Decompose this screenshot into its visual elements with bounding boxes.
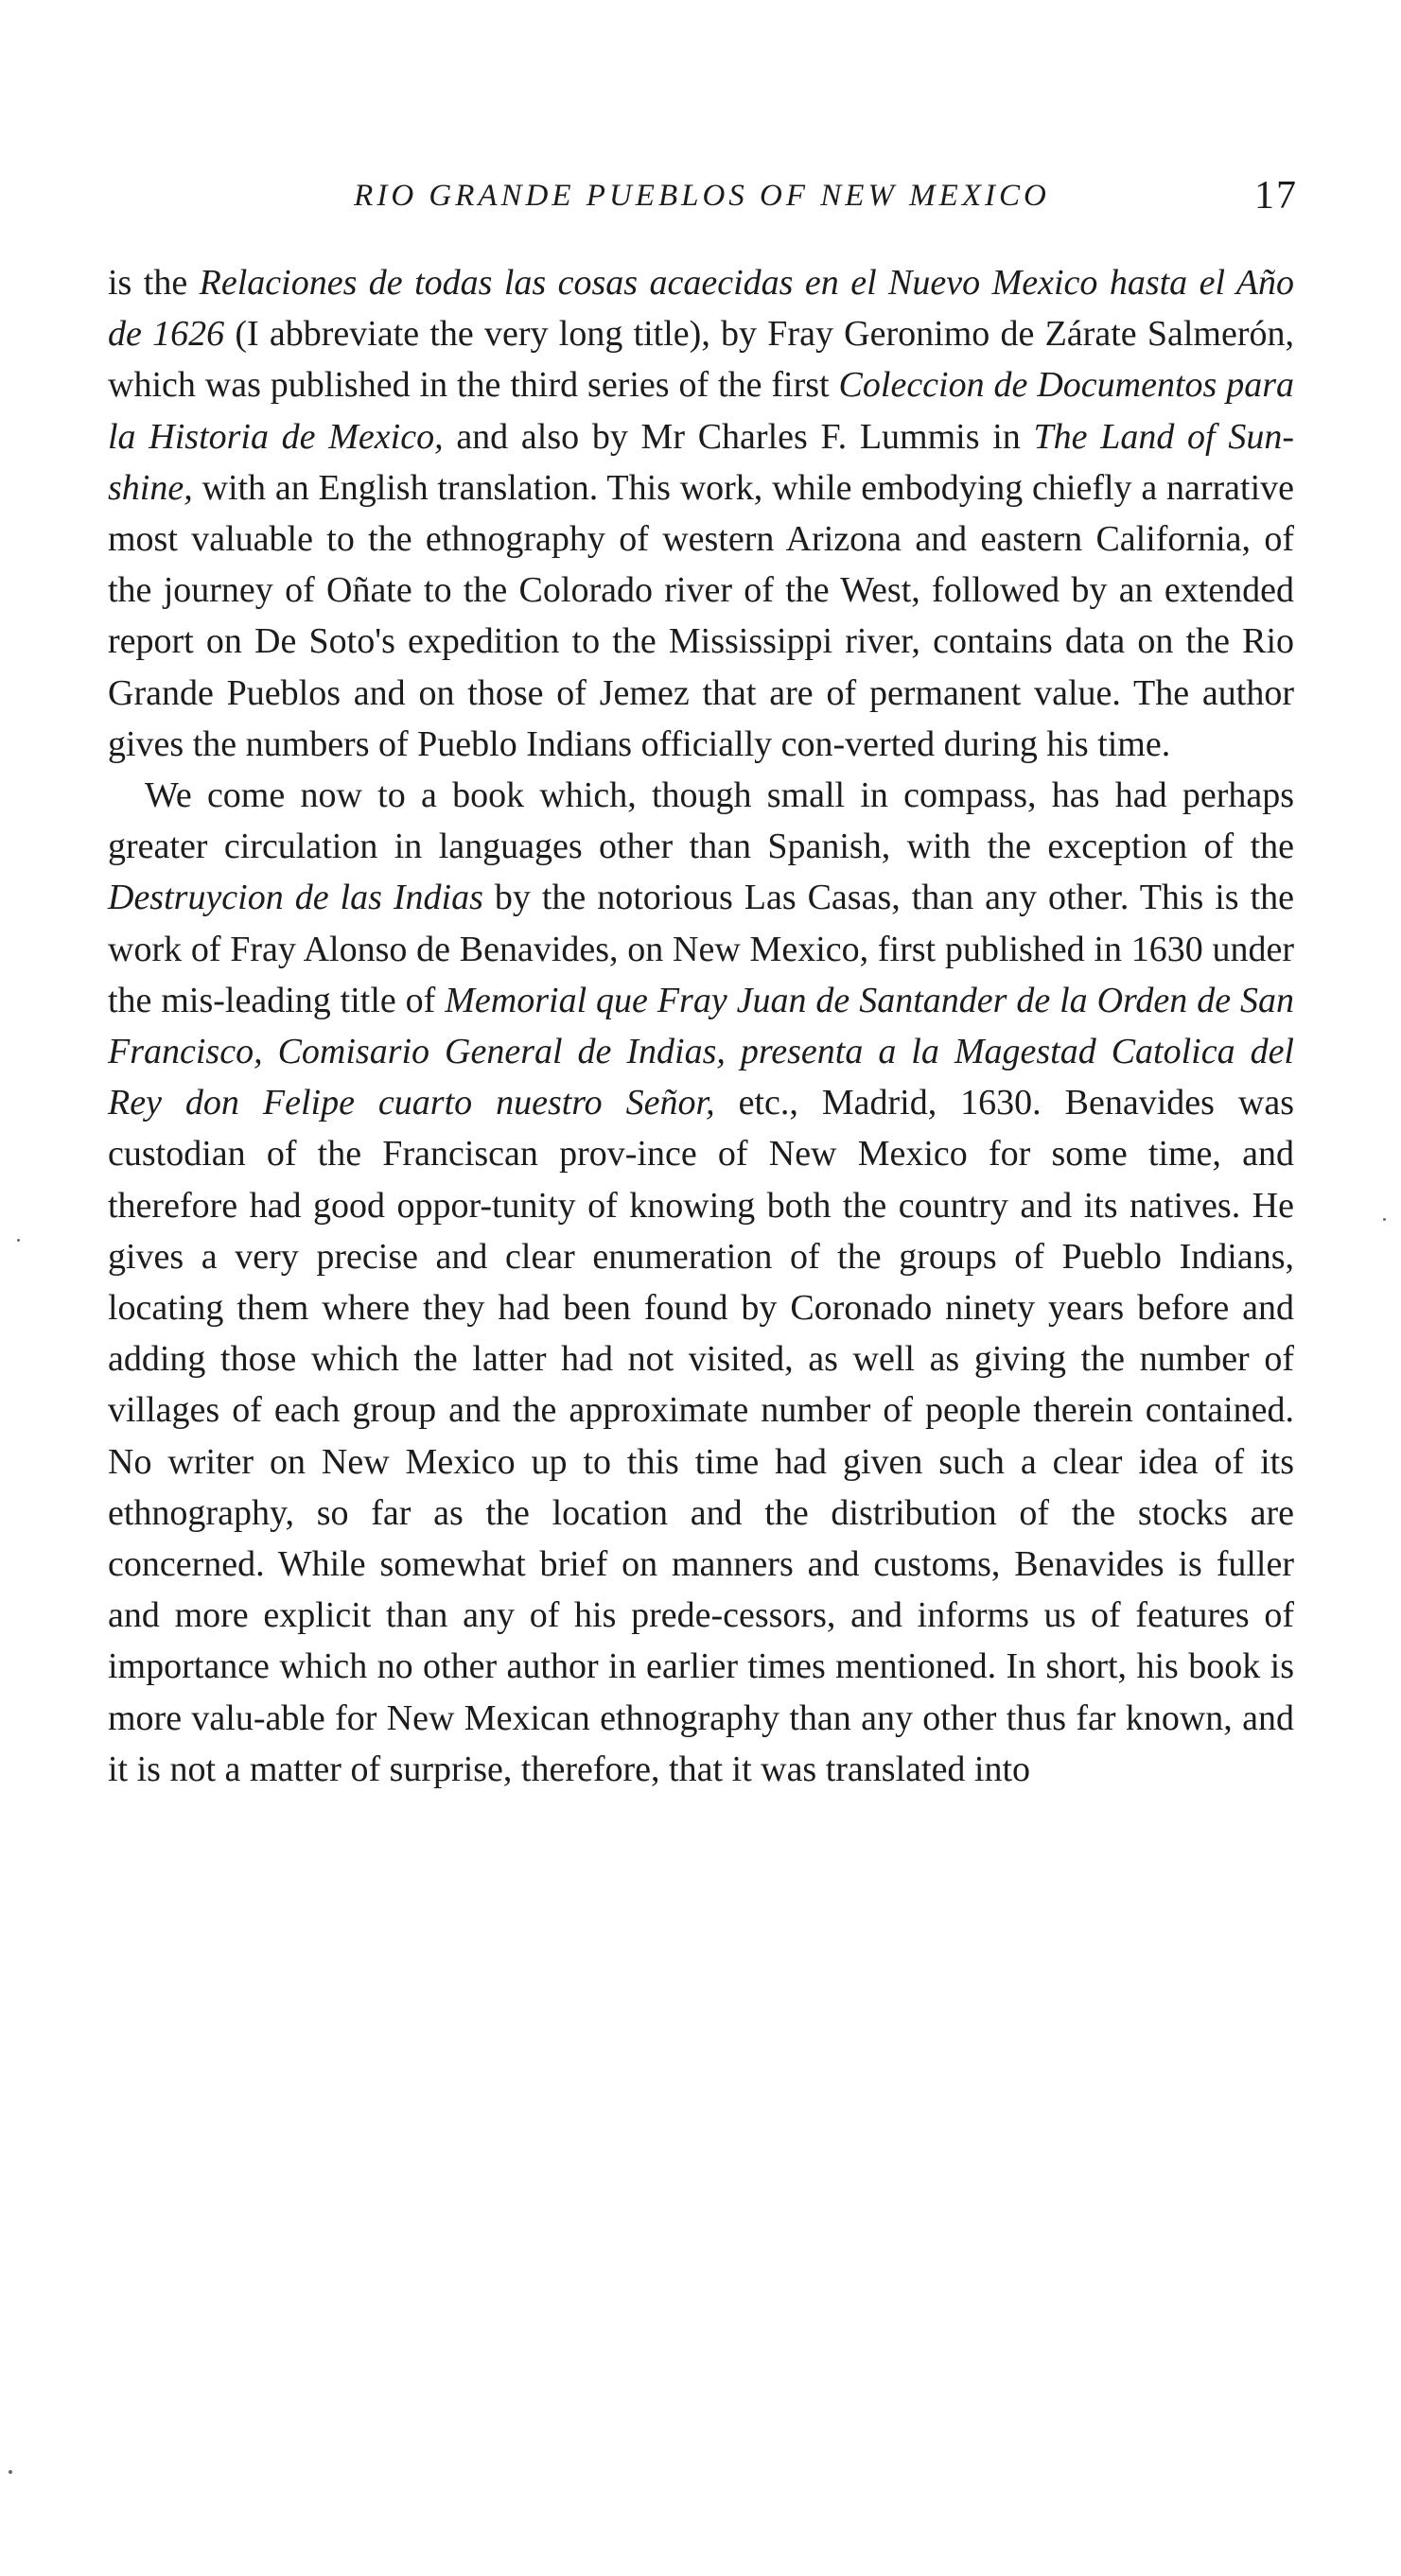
text-run: with an English translation. This work, while embodying chiefly a narrative most valuable to the ethnography of western Arizona and eastern California, of the journey of Oñate to the Colorado river of the West, followed by an extended report on De Soto's expedition to the Mississippi river, contains data on the Rio Grande Pueblos and on those of Jemez that are of permanent value. The author gives the numbers of Pueblo Indians officially con-verted during his time. [108,467,1294,764]
scan-speck [9,2470,12,2474]
body-text [108,257,1294,1795]
scan-speck [17,1239,20,1242]
text-run: (I abbreviate the very long title), by Fray Geronimo de Zárate Salmerón, which was published in the third series of the first [108,314,1294,406]
running-title: RIO GRANDE PUEBLOS OF NEW MEXICO [354,179,1050,213]
text-run: is the [108,263,200,303]
paragraph [108,257,1294,770]
italic-title: Destruycion de las Indias [108,878,483,918]
text-run: etc., Madrid, 1630. Benavides was custodian of the Franciscan prov-ince of New Mexico for some time, and therefore had good oppor-tunity of knowing both the country and its natives. He gives a very precise and clear enumeration of the groups of Pueblo Indians, locating them where they had been found by Coronado ninety years before and adding those which the latter had not visited, as well as giving the number of villages of each group and the approximate number of people therein contained. No writer on New Mexico up to this time had given such a clear idea of its ethnography, so far as the location and the distribution of the stocks are concerned. While somewhat brief on manners and customs, Benavides is fuller and more explicit than any of his prede-cessors, and informs us of features of importance which no other author in earlier times mentioned. In short, his book is more valu-able for New Mexican ethnography than any other thus far known, and it is not a matter of surprise, therefore, that it was translated into [108,1083,1295,1789]
page-number: 17 [1254,174,1298,218]
text-run: We come now to a book which, though small in compass, has had perhaps greater circulation in languages other than Spanish, with the exception of the [108,775,1294,867]
scan-speck [1383,1218,1386,1221]
running-head [106,173,1298,220]
text-run: by the notorious Las Casas, than any other. This is the work of Fray Alonso de Benavides, on New Mexico, first published in 1630 under the mis-leading title of [108,878,1294,1020]
italic-title: Relaciones de todas las cosas acaecidas en el Nuevo Mexico hasta el Año de 1626 [108,263,1294,355]
paragraph [108,770,1294,1795]
italic-title: Coleccion de Documentos para la Historia de Mexico, [108,365,1294,457]
italic-title: Memorial que Fray Juan de Santander de la Orden de San Francisco, Comisario General de Indias, presenta a la Magestad Catolica del Rey don Felipe cuarto nuestro Señor, [108,980,1294,1123]
text-run: and also by Mr Charles F. Lummis in [443,416,1034,457]
italic-title: The Land of Sun-shine, [108,416,1294,508]
